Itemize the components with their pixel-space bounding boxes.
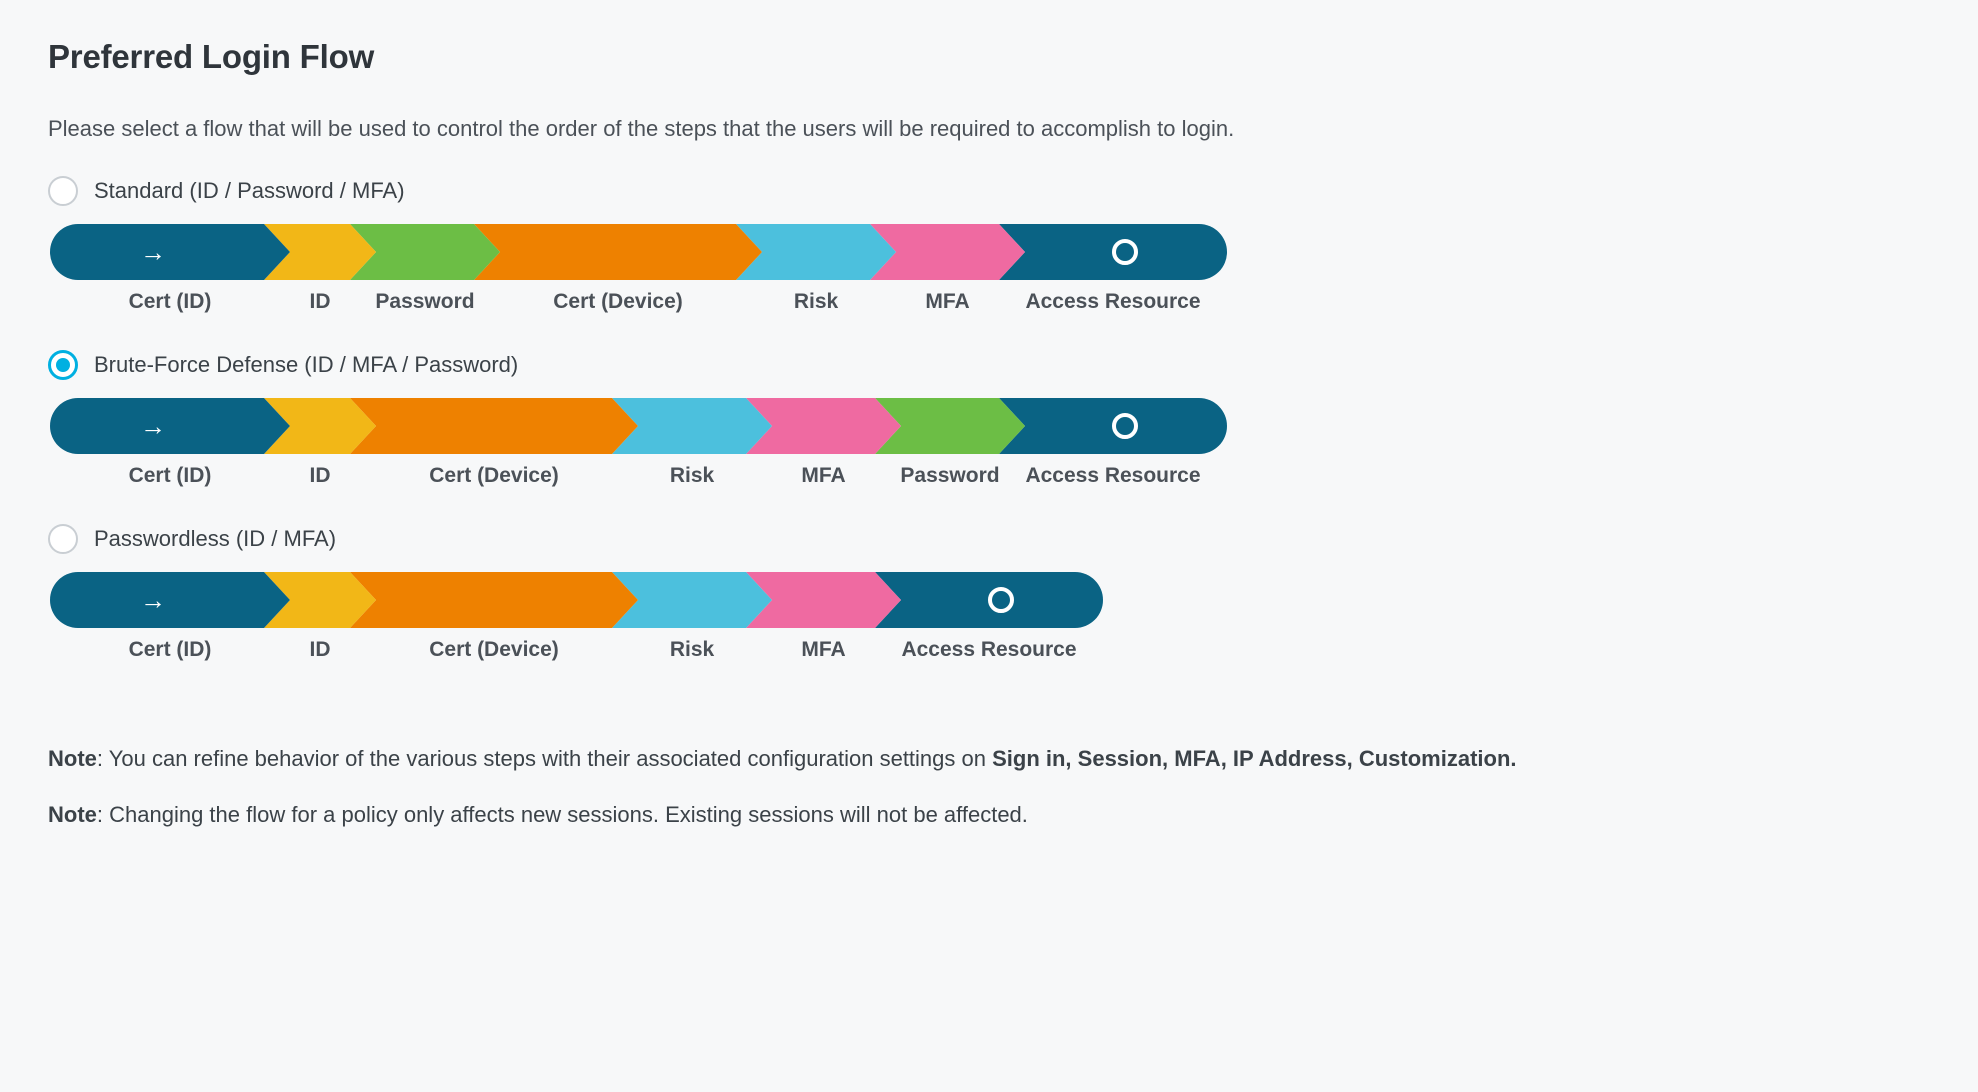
flow-step-label: Access Resource: [901, 638, 1077, 661]
flow-step-content: [875, 572, 1103, 628]
flow-options-list: [48, 170, 1930, 684]
flow-step-passwordless-2: [350, 572, 638, 628]
radio-passwordless[interactable]: [48, 524, 78, 554]
radio-row-standard[interactable]: [48, 170, 1930, 212]
arrow-right-icon: →: [140, 585, 166, 615]
flow-step-label: Cert (Device): [429, 464, 559, 487]
note-1: [48, 746, 1930, 772]
spacer: [48, 320, 1930, 336]
note-text: : You can refine behavior of the various steps with their associated configuration settings on: [96, 746, 993, 771]
flow-step-standard-3: [474, 224, 762, 280]
radio-label-passwordless: Passwordless (ID / MFA): [94, 526, 337, 551]
flow-step-labels-passwordless: [50, 638, 1930, 662]
flow-step-content: [50, 224, 290, 280]
flow-step-label: MFA: [801, 638, 846, 661]
flow-step-labels-brute-force-defense: [50, 464, 1930, 488]
flow-step-content: [350, 398, 638, 454]
flow-option-passwordless[interactable]: [48, 518, 1930, 684]
flow-step-label: ID: [309, 464, 331, 487]
flow-step-standard-0: [50, 224, 290, 280]
note-emphasis: Sign in, Session, MFA, IP Address, Customization.: [992, 746, 1517, 771]
radio-label-brute-force-defense: Brute-Force Defense (ID / MFA / Password): [94, 352, 519, 377]
flow-step-label: ID: [309, 638, 331, 661]
note-prefix: Note: [48, 802, 97, 827]
notes-section: [48, 746, 1930, 828]
note-prefix: Note: [48, 746, 97, 771]
note-text: : Changing the flow for a policy only affects new sessions. Existing sessions will not be affected.: [96, 802, 1028, 827]
flow-step-content: [350, 572, 638, 628]
flow-steps-passwordless: [50, 572, 1930, 628]
flow-option-brute-force-defense[interactable]: [48, 344, 1930, 510]
flow-step-brute-force-defense-6: [999, 398, 1227, 454]
flow-steps-standard: [50, 224, 1930, 280]
flow-step-content: [50, 572, 290, 628]
arrow-right-icon: →: [140, 411, 166, 441]
flow-step-label: Cert (ID): [128, 638, 212, 661]
flow-step-label: Password: [900, 464, 1000, 487]
flow-step-label: MFA: [925, 290, 970, 313]
flow-step-brute-force-defense-2: [350, 398, 638, 454]
flow-step-label: Cert (Device): [553, 290, 683, 313]
flow-step-label: MFA: [801, 464, 846, 487]
flow-step-content: [999, 224, 1227, 280]
flow-step-standard-6: [999, 224, 1227, 280]
flow-step-labels-standard: [50, 290, 1930, 314]
radio-brute-force-defense[interactable]: [48, 350, 78, 380]
flow-step-label: Risk: [793, 290, 839, 313]
radio-row-passwordless[interactable]: [48, 518, 1930, 560]
flow-diagram-brute-force-defense: [48, 398, 1930, 488]
flow-step-label: ID: [309, 290, 331, 313]
radio-standard[interactable]: [48, 176, 78, 206]
flow-step-label: Cert (ID): [128, 464, 212, 487]
radio-row-brute-force-defense[interactable]: [48, 344, 1930, 386]
spacer: [48, 494, 1930, 510]
flow-steps-brute-force-defense: [50, 398, 1930, 454]
flow-step-passwordless-0: [50, 572, 290, 628]
flow-diagram-passwordless: [48, 572, 1930, 662]
target-icon: [1112, 239, 1138, 265]
flow-step-label: Risk: [669, 638, 715, 661]
spacer: [48, 668, 1930, 684]
flow-step-label: Risk: [669, 464, 715, 487]
note-2: [48, 802, 1930, 828]
flow-option-standard[interactable]: [48, 170, 1930, 336]
target-icon: [988, 587, 1014, 613]
flow-diagram-standard: [48, 224, 1930, 314]
arrow-right-icon: →: [140, 237, 166, 267]
page-title: Preferred Login Flow: [48, 38, 375, 75]
flow-step-label: Access Resource: [1025, 464, 1201, 487]
flow-step-content: [474, 224, 762, 280]
flow-step-brute-force-defense-0: [50, 398, 290, 454]
flow-step-content: [999, 398, 1227, 454]
flow-step-label: Access Resource: [1025, 290, 1201, 313]
flow-step-passwordless-5: [875, 572, 1103, 628]
flow-step-label: Cert (Device): [429, 638, 559, 661]
target-icon: [1112, 413, 1138, 439]
flow-step-content: [50, 398, 290, 454]
flow-step-label: Cert (ID): [128, 290, 212, 313]
radio-label-standard: Standard (ID / Password / MFA): [94, 178, 405, 203]
page-description: Please select a flow that will be used to control the order of the steps that the users will be required to accomplish to login.: [48, 116, 1235, 141]
flow-step-label: Password: [375, 290, 475, 313]
